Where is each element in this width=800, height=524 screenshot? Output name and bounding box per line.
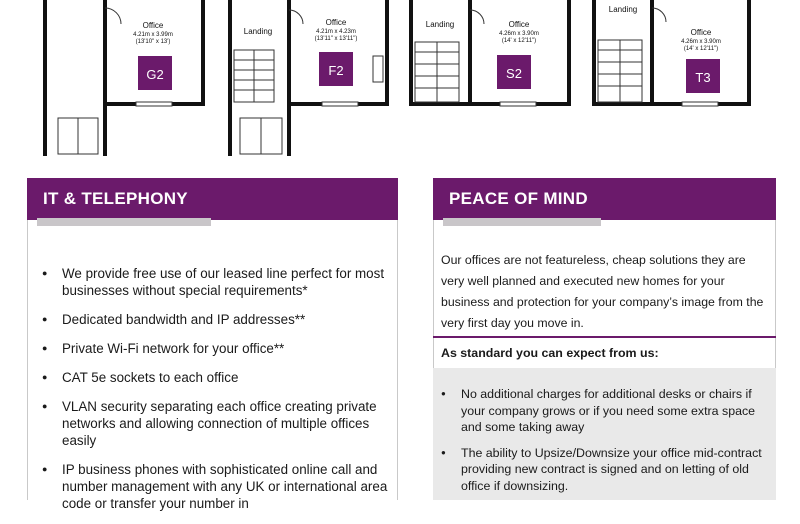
plan3-landing-label: Landing	[425, 20, 455, 29]
plan2-landing-label: Landing	[243, 27, 273, 36]
plan3-unit-badge: S2	[506, 66, 522, 81]
section-divider	[433, 336, 776, 338]
peace-of-mind-header	[433, 178, 776, 220]
standard-heading: As standard you can expect from us:	[441, 346, 659, 360]
plan3-dims-metric: 4.26m x 3.90m	[499, 31, 539, 37]
floorplans-strip	[0, 0, 800, 160]
plan1-dims-metric: 4.21m x 3.99m	[133, 32, 173, 38]
plan1-room-label: Office	[142, 21, 164, 30]
it-telephony-header	[27, 178, 398, 220]
list-item: ● VLAN security separating each office creating private networks and allowing connection of multiple offices easily	[42, 398, 392, 449]
it-feature-list	[42, 265, 392, 524]
plan1-unit-badge: G2	[146, 67, 164, 82]
plan2-unit-badge: F2	[328, 63, 344, 78]
standard-list	[441, 386, 771, 503]
plan3-room-label: Office	[508, 20, 530, 29]
list-item: ● Private Wi-Fi network for your office**	[42, 340, 392, 357]
list-item: ● Dedicated bandwidth and IP addresses**	[42, 311, 392, 328]
list-item: ● We provide free use of our leased line perfect for most businesses without special requirements*	[42, 265, 392, 299]
plan2-dims-metric: 4.21m x 4.23m	[316, 29, 356, 35]
plan3-dims-imperial: (14' x 12'11")	[501, 38, 537, 44]
plan4-unit-badge: T3	[695, 70, 711, 85]
it-telephony-title: IT & TELEPHONY	[43, 189, 188, 208]
list-item: ● No additional charges for additional desks or chairs if your company grows or if you need some extra space and some taking away	[441, 386, 771, 436]
list-item: ● The ability to Upsize/Downsize your office mid-contract providing new contract is signed and on letting of old office if downsizing.	[441, 445, 771, 495]
plan4-room-label: Office	[690, 28, 712, 37]
list-item: ● IP business phones with sophisticated online call and number management with any UK or international area code or transfer your number in	[42, 461, 392, 512]
plan4-dims-metric: 4.26m x 3.90m	[681, 39, 721, 45]
plan4-dims-imperial: (14' x 12'11")	[683, 46, 719, 52]
plan2-dims-imperial: (13'11" x 13'11")	[314, 36, 358, 42]
plan2-room-label: Office	[325, 18, 347, 27]
plan1-dims-imperial: (13'10" x 13')	[135, 39, 171, 45]
peace-of-mind-title: PEACE OF MIND	[449, 189, 588, 208]
plan4-landing-label: Landing	[608, 5, 638, 14]
peace-intro-text: Our offices are not featureless, cheap solutions they are very well planned and executed new homes for your business and protection for your company’s image from the very first day you move in.	[441, 253, 764, 330]
list-item: ● CAT 5e sockets to each office	[42, 369, 392, 386]
floorplans-drawing	[0, 0, 800, 160]
